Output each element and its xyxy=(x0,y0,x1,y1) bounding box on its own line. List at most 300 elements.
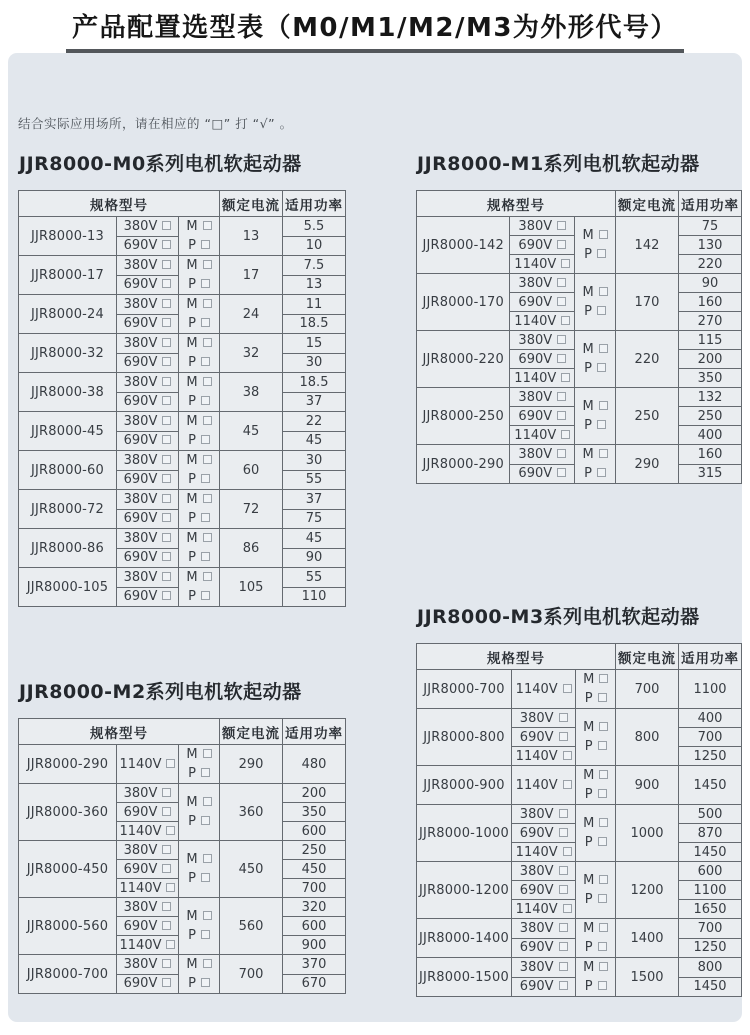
power-cell: 160 xyxy=(678,445,741,465)
current-cell: 170 xyxy=(615,274,678,331)
power-cell: 13 xyxy=(283,275,346,295)
voltage-cell: 380V xyxy=(117,373,179,393)
power-cell: 900 xyxy=(283,936,346,955)
voltage-cell: 380V xyxy=(510,217,575,236)
voltage-cell: 380V xyxy=(511,709,575,728)
p-checkbox xyxy=(201,978,210,987)
voltage-checkbox xyxy=(162,552,171,561)
voltage-cell: 690V xyxy=(510,407,575,426)
current-cell: 450 xyxy=(220,841,283,898)
p-checkbox xyxy=(597,363,606,372)
mp-cell xyxy=(179,529,220,568)
p-checkbox xyxy=(597,249,606,258)
current-cell: 1500 xyxy=(615,958,678,997)
p-checkbox xyxy=(598,693,607,702)
model-cell: JJR8000-700 xyxy=(19,955,117,994)
m-checkbox xyxy=(203,749,212,758)
voltage-cell: 690V xyxy=(117,548,179,568)
mp-cell xyxy=(576,766,616,805)
current-cell: 1200 xyxy=(615,862,678,919)
current-cell: 800 xyxy=(615,709,678,766)
header-current: 额定电流 xyxy=(220,719,283,745)
voltage-checkbox xyxy=(557,449,566,458)
p-checkbox xyxy=(597,306,606,315)
table-row xyxy=(19,898,346,917)
header-current: 额定电流 xyxy=(615,191,678,217)
mp-cell xyxy=(179,898,220,955)
current-cell: 1400 xyxy=(615,919,678,958)
current-cell: 45 xyxy=(220,412,283,451)
voltage-cell: 690V xyxy=(117,392,179,412)
power-cell: 22 xyxy=(283,412,346,432)
mp-option-line: M xyxy=(576,814,615,833)
voltage-cell: 1140V xyxy=(511,747,575,766)
voltage-checkbox xyxy=(563,904,572,913)
voltage-checkbox xyxy=(561,373,570,382)
voltage-checkbox xyxy=(162,591,171,600)
model-cell: JJR8000-142 xyxy=(417,217,510,274)
current-cell: 360 xyxy=(220,784,283,841)
power-cell: 132 xyxy=(678,388,741,407)
model-cell: JJR8000-560 xyxy=(19,898,117,955)
table-header-row xyxy=(19,719,346,745)
mp-option-line: M xyxy=(179,373,219,392)
m-checkbox xyxy=(203,797,212,806)
current-cell: 700 xyxy=(220,955,283,994)
voltage-cell: 380V xyxy=(117,412,179,432)
power-cell: 1250 xyxy=(678,747,741,766)
model-cell: JJR8000-220 xyxy=(417,331,510,388)
voltage-checkbox xyxy=(162,978,171,987)
mp-option-line: M xyxy=(179,334,219,353)
current-cell: 24 xyxy=(220,295,283,334)
mp-option-line: P xyxy=(575,416,615,435)
voltage-cell: 690V xyxy=(117,314,179,334)
model-cell: JJR8000-170 xyxy=(417,274,510,331)
power-cell: 160 xyxy=(678,293,741,312)
mp-option-line: P xyxy=(576,938,615,957)
voltage-cell: 1140V xyxy=(117,936,179,955)
model-cell: JJR8000-900 xyxy=(417,766,512,805)
table-row xyxy=(19,451,346,471)
voltage-cell: 380V xyxy=(510,388,575,407)
mp-option-line: M xyxy=(179,412,219,431)
table-header-row xyxy=(19,191,346,217)
power-cell: 370 xyxy=(283,955,346,975)
model-cell: JJR8000-24 xyxy=(19,295,117,334)
mp-option-line: P xyxy=(179,548,219,567)
table-row xyxy=(19,490,346,510)
mp-option-line: P xyxy=(179,314,219,333)
mp-option-line: M xyxy=(179,955,219,974)
m1-spec-table xyxy=(416,190,742,484)
voltage-checkbox xyxy=(559,809,568,818)
table-row xyxy=(19,217,346,237)
table-host-m2 xyxy=(18,718,346,994)
voltage-checkbox xyxy=(162,845,171,854)
mp-cell xyxy=(179,412,220,451)
voltage-cell: 690V xyxy=(117,860,179,879)
voltage-checkbox xyxy=(162,377,171,386)
model-cell: JJR8000-13 xyxy=(19,217,117,256)
header-spec: 规格型号 xyxy=(19,719,220,745)
table-row xyxy=(417,805,742,824)
power-cell: 45 xyxy=(283,529,346,549)
m-checkbox xyxy=(203,959,212,968)
voltage-checkbox xyxy=(162,416,171,425)
m-checkbox xyxy=(599,875,608,884)
voltage-checkbox xyxy=(561,316,570,325)
table-row xyxy=(19,745,346,784)
mp-option-line: P xyxy=(576,737,615,756)
mp-option-line: M xyxy=(576,958,615,977)
voltage-cell: 380V xyxy=(510,274,575,293)
mp-cell xyxy=(576,919,616,958)
voltage-cell: 690V xyxy=(510,293,575,312)
power-cell: 37 xyxy=(283,490,346,510)
current-cell: 72 xyxy=(220,490,283,529)
voltage-checkbox xyxy=(162,474,171,483)
power-cell: 11 xyxy=(283,295,346,315)
m-checkbox xyxy=(203,377,212,386)
voltage-cell: 690V xyxy=(117,974,179,994)
mp-option-line: M xyxy=(179,451,219,470)
table-row xyxy=(19,334,346,354)
header-current: 额定电流 xyxy=(220,191,283,217)
table-header-row xyxy=(417,191,742,217)
model-cell: JJR8000-105 xyxy=(19,568,117,607)
voltage-checkbox xyxy=(162,959,171,968)
p-checkbox xyxy=(201,435,210,444)
current-cell: 700 xyxy=(615,670,678,709)
voltage-checkbox xyxy=(162,572,171,581)
page-header xyxy=(0,7,750,53)
mp-option-line: M xyxy=(575,397,615,416)
header-power: 适用功率 xyxy=(678,644,741,670)
voltage-checkbox xyxy=(166,759,175,768)
voltage-cell: 380V xyxy=(511,919,575,939)
mp-option-line: P xyxy=(575,302,615,321)
voltage-checkbox xyxy=(162,864,171,873)
model-cell: JJR8000-360 xyxy=(19,784,117,841)
p-checkbox xyxy=(201,552,210,561)
power-cell: 130 xyxy=(678,236,741,255)
power-cell: 1450 xyxy=(678,766,741,805)
voltage-checkbox xyxy=(162,221,171,230)
voltage-checkbox xyxy=(162,357,171,366)
model-cell: JJR8000-72 xyxy=(19,490,117,529)
mp-cell xyxy=(179,256,220,295)
table-host-m0 xyxy=(18,190,346,607)
power-cell: 870 xyxy=(678,824,741,843)
power-cell: 700 xyxy=(678,919,741,939)
voltage-checkbox xyxy=(166,883,175,892)
voltage-cell: 380V xyxy=(117,217,179,237)
table-row xyxy=(19,529,346,549)
current-cell: 38 xyxy=(220,373,283,412)
voltage-cell: 690V xyxy=(510,350,575,369)
power-cell: 200 xyxy=(283,784,346,803)
section-title-m1: JJR8000-M1系列电机软起动器 xyxy=(417,153,700,175)
voltage-cell: 1140V xyxy=(511,766,575,805)
section-title-m2: JJR8000-M2系列电机软起动器 xyxy=(19,681,302,703)
m-checkbox xyxy=(203,416,212,425)
mp-cell xyxy=(575,388,616,445)
table-row xyxy=(19,295,346,315)
m-checkbox xyxy=(599,344,608,353)
power-cell: 1450 xyxy=(678,977,741,997)
mp-option-line: P xyxy=(179,587,219,606)
mp-cell xyxy=(575,445,616,484)
mp-option-line: M xyxy=(576,919,615,938)
current-cell: 13 xyxy=(220,217,283,256)
voltage-cell: 380V xyxy=(511,958,575,978)
voltage-cell: 380V xyxy=(117,955,179,975)
model-cell: JJR8000-32 xyxy=(19,334,117,373)
model-cell: JJR8000-1000 xyxy=(417,805,512,862)
m-checkbox xyxy=(599,962,608,971)
voltage-checkbox xyxy=(559,713,568,722)
model-cell: JJR8000-700 xyxy=(417,670,512,709)
current-cell: 86 xyxy=(220,529,283,568)
m-checkbox xyxy=(203,854,212,863)
mp-option-line: P xyxy=(179,470,219,489)
voltage-cell: 380V xyxy=(510,445,575,465)
voltage-cell: 380V xyxy=(117,529,179,549)
table-row xyxy=(417,274,742,293)
power-cell: 90 xyxy=(678,274,741,293)
m-checkbox xyxy=(203,572,212,581)
mp-option-line: P xyxy=(179,275,219,294)
table-row xyxy=(19,955,346,975)
table-row xyxy=(19,256,346,276)
mp-cell xyxy=(179,745,220,784)
voltage-checkbox xyxy=(162,338,171,347)
m-checkbox xyxy=(599,923,608,932)
p-checkbox xyxy=(201,873,210,882)
header-power: 适用功率 xyxy=(678,191,741,217)
table-row xyxy=(417,862,742,881)
p-checkbox xyxy=(597,468,606,477)
power-cell: 350 xyxy=(283,803,346,822)
model-cell: JJR8000-86 xyxy=(19,529,117,568)
voltage-checkbox xyxy=(559,962,568,971)
m-checkbox xyxy=(203,494,212,503)
power-cell: 1250 xyxy=(678,938,741,958)
power-cell: 600 xyxy=(678,862,741,881)
current-cell: 142 xyxy=(615,217,678,274)
voltage-checkbox xyxy=(557,278,566,287)
voltage-cell: 690V xyxy=(511,881,575,900)
voltage-cell: 690V xyxy=(511,824,575,843)
power-cell: 670 xyxy=(283,974,346,994)
current-cell: 60 xyxy=(220,451,283,490)
mp-option-line: P xyxy=(179,353,219,372)
mp-cell xyxy=(179,955,220,994)
content-panel xyxy=(8,53,742,1022)
mp-option-line: M xyxy=(179,850,219,869)
mp-option-line: P xyxy=(576,785,615,804)
mp-option-line: M xyxy=(576,871,615,890)
power-cell: 37 xyxy=(283,392,346,412)
mp-cell xyxy=(575,274,616,331)
mp-option-line: P xyxy=(179,509,219,528)
power-cell: 45 xyxy=(283,431,346,451)
p-checkbox xyxy=(201,318,210,327)
section-m3 xyxy=(416,606,742,997)
mp-option-line: M xyxy=(576,766,615,785)
model-cell: JJR8000-450 xyxy=(19,841,117,898)
p-checkbox xyxy=(201,240,210,249)
table-row xyxy=(417,331,742,350)
m-checkbox xyxy=(599,722,608,731)
voltage-cell: 380V xyxy=(117,841,179,860)
mp-cell xyxy=(179,568,220,607)
voltage-checkbox xyxy=(162,513,171,522)
power-cell: 110 xyxy=(283,587,346,607)
voltage-checkbox xyxy=(563,684,572,693)
voltage-checkbox xyxy=(559,866,568,875)
voltage-cell: 1140V xyxy=(510,312,575,331)
voltage-checkbox xyxy=(557,468,566,477)
voltage-cell: 1140V xyxy=(510,426,575,445)
power-cell: 450 xyxy=(283,860,346,879)
power-cell: 10 xyxy=(283,236,346,256)
mp-cell xyxy=(179,451,220,490)
mp-option-line: P xyxy=(179,764,219,783)
p-checkbox xyxy=(201,591,210,600)
model-cell: JJR8000-60 xyxy=(19,451,117,490)
current-cell: 220 xyxy=(615,331,678,388)
voltage-checkbox xyxy=(559,885,568,894)
power-cell: 320 xyxy=(283,898,346,917)
voltage-checkbox xyxy=(563,751,572,760)
voltage-cell: 380V xyxy=(117,784,179,803)
m-checkbox xyxy=(203,221,212,230)
current-cell: 105 xyxy=(220,568,283,607)
m-checkbox xyxy=(599,401,608,410)
voltage-cell: 380V xyxy=(511,805,575,824)
voltage-cell: 690V xyxy=(510,236,575,255)
table-row xyxy=(417,670,742,709)
model-cell: JJR8000-290 xyxy=(417,445,510,484)
voltage-cell: 380V xyxy=(117,490,179,510)
p-checkbox xyxy=(201,513,210,522)
voltage-checkbox xyxy=(563,847,572,856)
m-checkbox xyxy=(203,911,212,920)
power-cell: 600 xyxy=(283,822,346,841)
voltage-cell: 380V xyxy=(117,256,179,276)
mp-option-line: P xyxy=(575,359,615,378)
voltage-checkbox xyxy=(559,732,568,741)
mp-option-line: M xyxy=(179,256,219,275)
header-power: 适用功率 xyxy=(283,191,346,217)
p-checkbox xyxy=(598,837,607,846)
voltage-checkbox xyxy=(162,299,171,308)
m-checkbox xyxy=(203,455,212,464)
header-spec: 规格型号 xyxy=(417,191,616,217)
power-cell: 350 xyxy=(678,369,741,388)
power-cell: 1100 xyxy=(678,670,741,709)
m0-spec-table xyxy=(18,190,346,607)
power-cell: 700 xyxy=(678,728,741,747)
table-row xyxy=(19,412,346,432)
mp-option-line: P xyxy=(576,689,615,708)
voltage-checkbox xyxy=(162,921,171,930)
mp-cell xyxy=(179,490,220,529)
voltage-checkbox xyxy=(557,335,566,344)
mp-option-line: P xyxy=(179,869,219,888)
p-checkbox xyxy=(201,279,210,288)
voltage-cell: 690V xyxy=(511,977,575,997)
model-cell: JJR8000-290 xyxy=(19,745,117,784)
section-title-m3: JJR8000-M3系列电机软起动器 xyxy=(417,606,700,628)
voltage-checkbox xyxy=(559,981,568,990)
p-checkbox xyxy=(598,981,607,990)
voltage-cell: 1140V xyxy=(510,369,575,388)
model-cell: JJR8000-1400 xyxy=(417,919,512,958)
current-cell: 250 xyxy=(615,388,678,445)
voltage-cell: 1140V xyxy=(511,900,575,919)
mp-cell xyxy=(179,295,220,334)
mp-option-line: P xyxy=(179,236,219,255)
voltage-checkbox xyxy=(162,533,171,542)
table-row xyxy=(417,766,742,805)
voltage-checkbox xyxy=(162,807,171,816)
voltage-checkbox xyxy=(162,318,171,327)
power-cell: 400 xyxy=(678,709,741,728)
table-row xyxy=(417,919,742,939)
voltage-checkbox xyxy=(557,297,566,306)
section-m0 xyxy=(18,153,346,607)
voltage-cell: 380V xyxy=(117,295,179,315)
mp-option-line: M xyxy=(576,718,615,737)
table-row xyxy=(19,841,346,860)
power-cell: 1100 xyxy=(678,881,741,900)
current-cell: 1000 xyxy=(615,805,678,862)
m-checkbox xyxy=(599,287,608,296)
m3-spec-table xyxy=(416,643,742,997)
mp-cell xyxy=(179,784,220,841)
voltage-checkbox xyxy=(557,221,566,230)
voltage-checkbox xyxy=(162,396,171,405)
voltage-cell: 380V xyxy=(117,568,179,588)
power-cell: 400 xyxy=(678,426,741,445)
current-cell: 290 xyxy=(615,445,678,484)
voltage-checkbox xyxy=(559,828,568,837)
mp-cell xyxy=(576,805,616,862)
mp-option-line: M xyxy=(179,568,219,587)
current-cell: 17 xyxy=(220,256,283,295)
voltage-checkbox xyxy=(561,259,570,268)
mp-option-line: P xyxy=(576,977,615,996)
power-cell: 30 xyxy=(283,451,346,471)
section-m1 xyxy=(416,153,742,484)
power-cell: 75 xyxy=(678,217,741,236)
voltage-cell: 690V xyxy=(117,803,179,822)
mp-cell xyxy=(179,841,220,898)
table-row xyxy=(417,445,742,465)
table-host-m3 xyxy=(416,643,742,997)
voltage-cell: 380V xyxy=(510,331,575,350)
m-checkbox xyxy=(203,533,212,542)
m-checkbox xyxy=(203,260,212,269)
voltage-checkbox xyxy=(162,902,171,911)
mp-option-line: P xyxy=(179,812,219,831)
instruction-text: 结合实际应用场所，请在相应的 “□” 打 “√” 。 xyxy=(18,116,293,131)
power-cell: 90 xyxy=(283,548,346,568)
voltage-checkbox xyxy=(162,494,171,503)
